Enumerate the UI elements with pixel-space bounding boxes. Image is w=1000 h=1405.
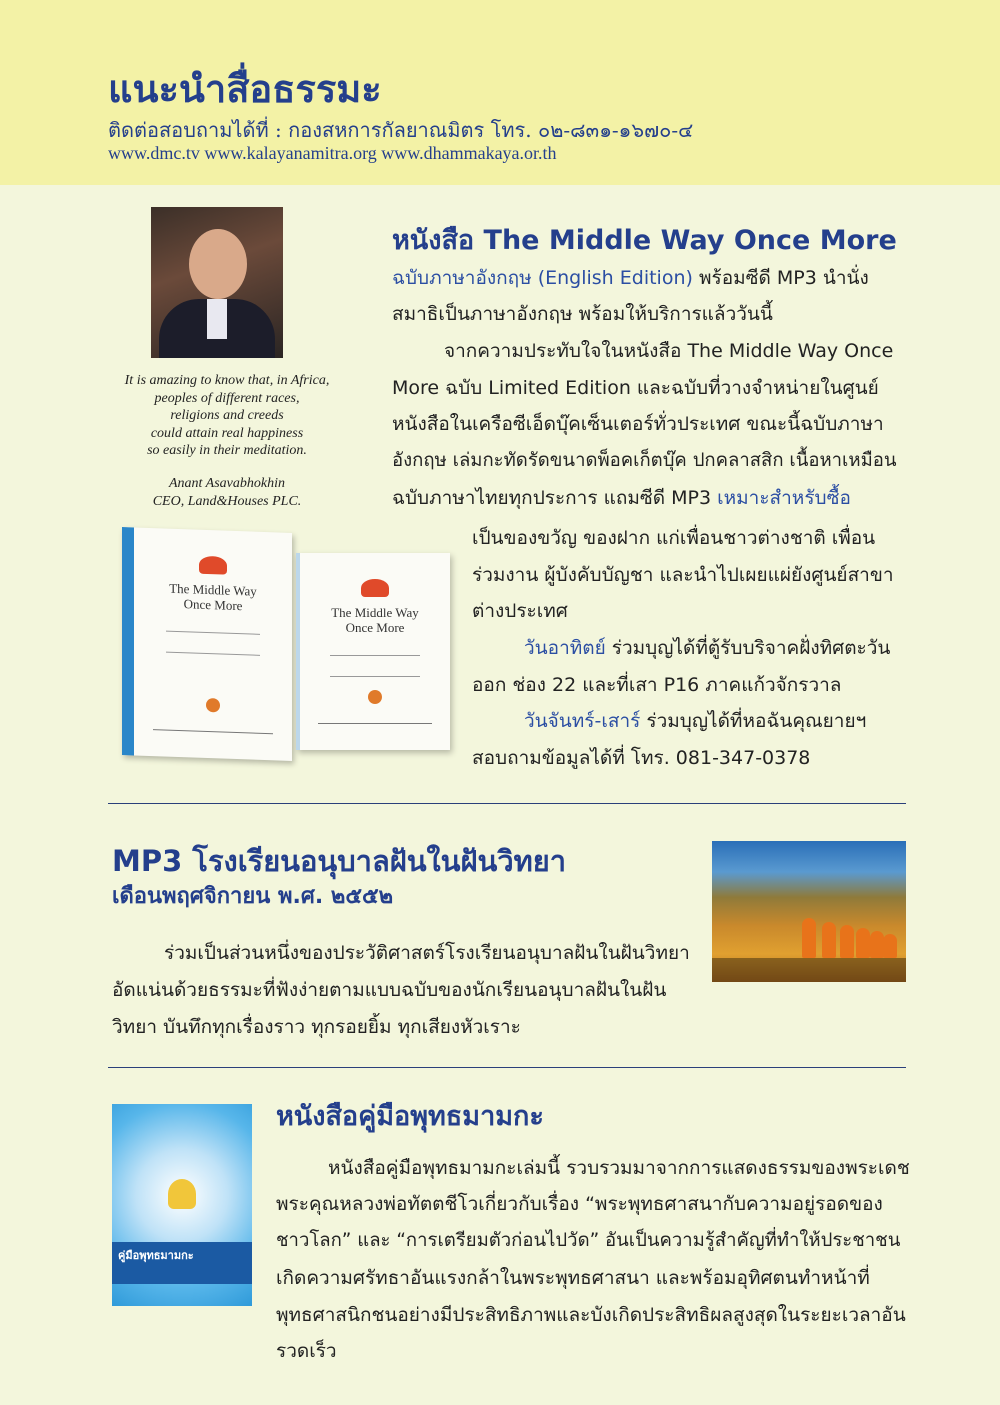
quote-author: Anant Asavabhokhin CEO, Land&Houses PLC. <box>152 476 302 509</box>
s1-line: ออก ช่อง 22 และที่เสา P16 ภาคแก้วจักรวาล <box>472 674 842 696</box>
section3-title: หนังสือคู่มือพุทธมามกะ <box>276 1101 544 1132</box>
lotus-icon <box>361 579 389 597</box>
s3-line: รวดเร็ว <box>276 1340 337 1362</box>
mp3-cover-photo <box>712 841 906 982</box>
contact-line: ติดต่อสอบถามได้ที่ : กองสหการกัลยาณมิตร โทร. ๐๒-๘๓๑-๑๖๗๐-๔ <box>108 118 694 142</box>
s3-line: พุทธศาสนิกชนอย่างมีประสิทธิภาพและบังเกิดประสิทธิผลสูงสุดในระยะเวลาอัน <box>276 1304 906 1326</box>
divider <box>108 803 906 804</box>
section1-title: หนังสือ The Middle Way Once More <box>392 225 897 256</box>
book-cover-front: The Middle Way Once More <box>122 527 292 761</box>
s2-line: อัดแน่นด้วยธรรมะที่ฟังง่ายตามแบบฉบับของนักเรียนอนุบาลฝันในฝัน <box>112 979 667 1001</box>
s3-line: เกิดความศรัทธาอันแรงกล้าในพระพุทธศาสนา และพร้อมอุทิศตนทำหน้าที่ <box>276 1267 870 1289</box>
divider <box>108 1067 906 1068</box>
s1-line: หนังสือในเครือซีเอ็ดบุ๊คเซ็นเตอร์ทั่วประเทศ ขณะนี้ฉบับภาษา <box>392 413 884 435</box>
page-title: แนะนำสื่อธรรมะ <box>108 67 382 111</box>
header-banner <box>0 0 1000 185</box>
lotus-icon <box>199 556 227 575</box>
s2-line: วิทยา บันทึกทุกเรื่องราว ทุกรอยยิ้ม ทุกเสียงหัวเราะ <box>112 1016 521 1038</box>
author-portrait <box>151 207 283 358</box>
s1-line: ต่างประเทศ <box>472 600 568 622</box>
buddha-icon <box>168 1179 196 1209</box>
s1-line: วันจันทร์-เสาร์ ร่วมบุญได้ที่หอฉันคุณยายฯ <box>524 710 867 732</box>
s1-line: จากความประทับใจในหนังสือ The Middle Way Once <box>444 340 894 362</box>
section2-title: MP3 โรงเรียนอนุบาลฝันในฝันวิทยา <box>112 844 567 878</box>
s1-line: สมาธิเป็นภาษาอังกฤษ พร้อมให้บริการแล้ววันนี้ <box>392 303 773 325</box>
s3-line: พระคุณหลวงพ่อทัตตชีโวเกี่ยวกับเรื่อง “พระพุทธศาสนากับความอยู่รอดของ <box>276 1193 883 1215</box>
s1-line: ฉบับภาษาไทยทุกประการ แถมซีดี MP3 เหมาะสำหรับซื้อ <box>392 487 851 509</box>
section2-subtitle: เดือนพฤศจิกายน พ.ศ. ๒๕๕๒ <box>112 884 394 909</box>
s1-line: เป็นของขวัญ ของฝาก แก่เพื่อนชาวต่างชาติ เพื่อน <box>472 527 876 549</box>
testimonial-quote: It is amazing to know that, in Africa, peoples of different races, religions and creeds could attain real happiness so easily in their meditation. <box>124 373 330 458</box>
s1-line: อังกฤษ เล่มกะทัดรัดขนาดพ็อคเก็ตบุ๊ค ปกคลาสสิก เนื้อหาเหมือน <box>392 450 897 471</box>
s2-line: ร่วมเป็นส่วนหนึ่งของประวัติศาสตร์โรงเรียนอนุบาลฝันในฝันวิทยา <box>164 942 690 964</box>
s3-line: หนังสือคู่มือพุทธมามกะเล่มนี้ รวบรวมมาจากการแสดงธรรมของพระเดช <box>328 1157 910 1179</box>
s3-line: ชาวโลก” และ “การเตรียมตัวก่อนไปวัด” อันเป็นความรู้สำคัญที่ทำให้ประชาชน <box>276 1230 901 1251</box>
s1-line: สอบถามข้อมูลได้ที่ โทร. 081-347-0378 <box>472 747 811 769</box>
s1-line: ร่วมงาน ผู้บังคับบัญชา และนำไปเผยแผ่ยังศูนย์สาขา <box>472 564 894 586</box>
s1-line: ฉบับภาษาอังกฤษ (English Edition) พร้อมซีดี MP3 นำนั่ง <box>392 267 869 289</box>
website-links[interactable]: www.dmc.tv www.kalayanamitra.org www.dhammakaya.or.th <box>108 143 557 163</box>
s1-line: วันอาทิตย์ ร่วมบุญได้ที่ตู้รับบริจาคฝั่งทิศตะวัน <box>524 637 891 659</box>
s1-line: More ฉบับ Limited Edition และฉบับที่วางจำหน่ายในศูนย์ <box>392 377 879 399</box>
handbook-cover: คู่มือพุทธมามกะ <box>112 1104 252 1306</box>
book-cover-back: The Middle Way Once More <box>296 553 450 750</box>
